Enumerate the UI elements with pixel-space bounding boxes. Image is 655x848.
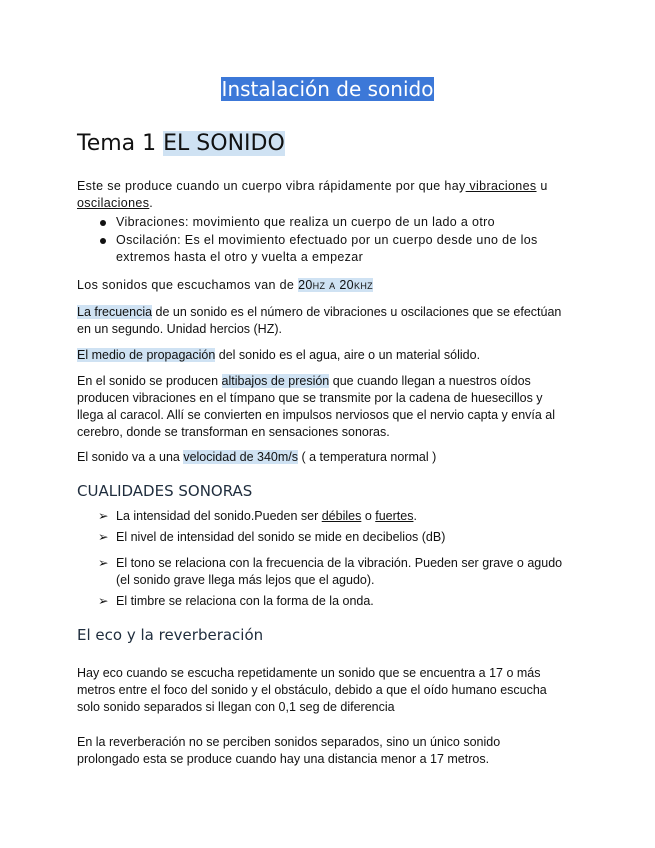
eco-line: metros entre el foco del sonido y el obstáculo, debido a que el oído humano escucha	[77, 683, 547, 697]
altibajos-paragraph	[77, 373, 582, 441]
bullet-dot	[100, 238, 106, 244]
list-item: El nivel de intensidad del sonido se mide en decibelios (dB)	[116, 530, 446, 544]
velocidad-term: velocidad de 340m/s	[183, 450, 298, 464]
frecuencia-text: de un sonido es el número de vibraciones u oscilaciones que se efectúan	[152, 305, 562, 319]
frecuencia-term: La frecuencia	[77, 305, 153, 319]
list-item	[116, 508, 586, 525]
term-fuertes: fuertes	[375, 509, 414, 523]
medio-term: El medio de propagación	[77, 348, 216, 362]
eco-line: solo sonido separados si llegan con 0,1 seg de diferencia	[77, 700, 395, 714]
frecuencia-text-line2: en un segundo. Unidad hercios (HZ).	[77, 322, 282, 336]
term-debiles: débiles	[321, 509, 362, 523]
altibajos-line4: cerebro, donde se transforman en sensaciones sonoras.	[77, 425, 390, 439]
medio-paragraph	[77, 347, 582, 364]
topic-prefix: Tema 1	[77, 131, 157, 156]
frecuencia-paragraph	[77, 304, 582, 338]
arrow-bullet-icon: ➢	[98, 530, 109, 544]
list-item-text: La intensidad del sonido.Pueden ser	[116, 509, 322, 523]
document-title	[0, 76, 655, 102]
bullet-dot	[100, 220, 106, 226]
intro-text: Este se produce cuando un cuerpo vibra rápidamente por que hay	[77, 179, 466, 193]
altibajos-line3: llega al caracol. Allí se convierten en impulsos nerviosos que el nervio capta y envía al	[77, 408, 556, 422]
list-item	[116, 555, 586, 589]
arrow-bullet-icon: ➢	[98, 594, 109, 608]
altibajos-text: En el sonido se producen	[77, 374, 222, 388]
range-paragraph	[77, 277, 582, 294]
list-item-text-line2: (el sonido grave llega más lejos que el agudo).	[116, 573, 375, 587]
reverberacion-line: En la reverberación no se perciben sonidos separados, sino un único sonido	[77, 735, 501, 749]
cualidades-heading: CUALIDADES SONORAS	[77, 482, 253, 500]
velocidad-text: El sonido va a una	[77, 450, 184, 464]
altibajos-line2: producen vibraciones en el tímpano que se transmite por la cadena de huesecillos y	[77, 391, 543, 405]
list-item-continuation: extremos hasta el otro y vuelta a empezar	[116, 250, 364, 264]
arrow-bullet-icon: ➢	[98, 556, 109, 570]
reverberacion-line: prolongado esta se produce cuando hay una distancia menor a 17 metros.	[77, 752, 490, 766]
list-item: Vibraciones: movimiento que realiza un cuerpo de un lado a otro	[116, 215, 495, 229]
intro-text-end: .	[149, 196, 154, 210]
reverberacion-paragraph	[77, 734, 582, 768]
list-item-text: El tono se relaciona con la frecuencia de la vibración. Pueden ser grave o agudo	[116, 556, 563, 570]
eco-heading: El eco y la reverberación	[77, 626, 264, 644]
list-item: Oscilación: Es el movimiento efectuado por un cuerpo desde uno de los	[116, 233, 538, 247]
topic-name: EL SONIDO	[163, 131, 285, 156]
topic-heading	[77, 129, 285, 159]
velocidad-paragraph	[77, 449, 582, 466]
intro-paragraph	[77, 178, 582, 212]
intro-text-mid: u	[536, 179, 548, 193]
eco-line: Hay eco cuando se escucha repetidamente un sonido que se encuentra a 17 o más	[77, 666, 541, 680]
list-item-text: .	[413, 509, 417, 523]
medio-text: del sonido es el agua, aire o un material sólido.	[215, 348, 481, 362]
document-title-text: Instalación de sonido	[221, 77, 434, 101]
list-item-text: o	[361, 509, 376, 523]
range-text: Los sonidos que escuchamos van de	[77, 278, 299, 292]
velocidad-text-rest: ( a temperatura normal )	[297, 450, 437, 464]
range-value: 20hz a 20khz	[298, 278, 374, 292]
intro-term-vibraciones: vibraciones	[465, 179, 537, 193]
altibajos-text-rest: que cuando llegan a nuestros oídos	[329, 374, 531, 388]
intro-term-oscilaciones: oscilaciones	[77, 196, 150, 210]
altibajos-term: altibajos de presión	[221, 374, 330, 388]
eco-paragraph	[77, 665, 582, 716]
list-item: El timbre se relaciona con la forma de la onda.	[116, 594, 374, 608]
arrow-bullet-icon: ➢	[98, 509, 109, 523]
